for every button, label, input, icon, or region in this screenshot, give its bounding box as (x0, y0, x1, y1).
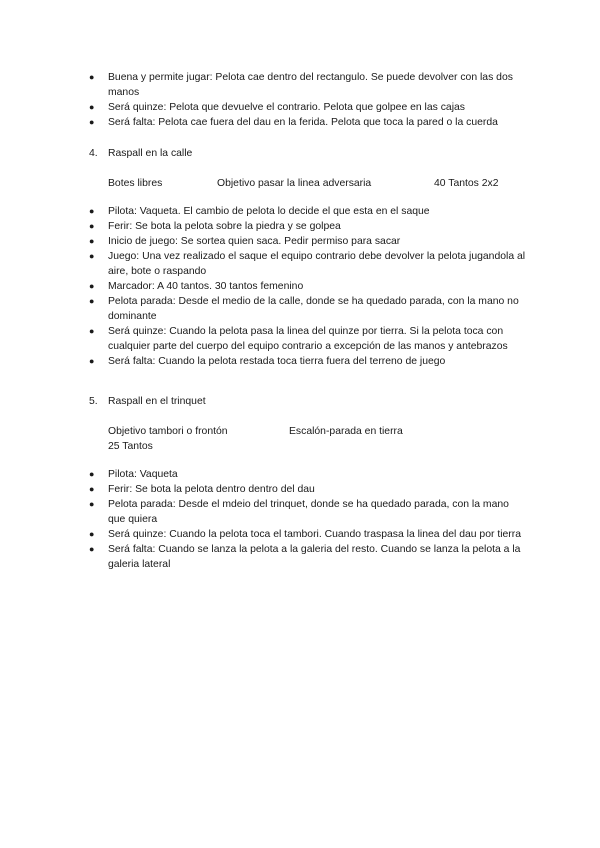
info-tantos: 40 Tantos 2x2 (434, 178, 499, 189)
section-title: Raspall en la calle (108, 148, 193, 159)
list-item: ● Pilota: Vaqueta. El cambio de pelota lo decide el que esta en el saque (89, 206, 430, 217)
list-item: ● Pelota parada: Desde el mdeio del trinquet, donde se ha quedado parada, con la mano que quiera (89, 499, 509, 525)
bullet-icon: ● (89, 251, 95, 261)
bullet-icon: ● (89, 326, 95, 336)
bullet-icon: ● (89, 469, 95, 479)
list-item: ● Pelota parada: Desde el medio de la calle, donde se ha quedado parada, con la mano no dominante (89, 296, 519, 322)
bullet-icon: ● (89, 236, 95, 246)
info-escalon: Escalón-parada en tierra (289, 426, 403, 437)
info-objetivo: Objetivo pasar la linea adversaria (217, 178, 372, 189)
list-item: ● Ferir: Se bota la pelota sobre la piedra y se golpea (89, 221, 341, 232)
bullet-icon: ● (89, 221, 95, 231)
bullet-icon: ● (89, 529, 95, 539)
list-item: ● Juego: Una vez realizado el saque el equipo contrario debe devolver la pelota jugandola al aire, bote o raspando (89, 251, 526, 277)
section-title: Raspall en el trinquet (108, 396, 206, 407)
bullet-list-raspall-trinquet (0, 467, 528, 572)
info-tantos: 25 Tantos (108, 441, 153, 452)
list-item: ● Buena y permite jugar: Pelota cae dentro del rectangulo. Se puede devolver con las dos manos (89, 72, 513, 98)
list-item: ● Será quinze: Cuando la pelota pasa la linea del quinze por tierra. Si la pelota toca con cualquier parte del cuerpo del equipo contrario a excepción de las manos y antebrazos (89, 326, 508, 352)
section-heading-raspall-trinquet (89, 394, 206, 409)
bullet-icon: ● (89, 544, 95, 554)
bullet-icon: ● (89, 102, 95, 112)
section-number: 5. (89, 396, 98, 407)
list-item: ● Será falta: Pelota cae fuera del dau en la ferida. Pelota que toca la pared o la cuerda (89, 117, 498, 128)
bullet-icon: ● (89, 281, 95, 291)
bullet-icon: ● (89, 206, 95, 216)
bullet-icon: ● (89, 117, 95, 127)
list-item: ● Será quinze: Pelota que devuelve el contrario. Pelota que golpee en las cajas (89, 102, 465, 113)
bullet-icon: ● (89, 499, 95, 509)
list-item: ● Será quinze: Cuando la pelota toca el tambori. Cuando traspasa la linea del dau por tierra (89, 529, 521, 540)
info-botes: Botes libres (108, 178, 163, 189)
bullet-icon: ● (89, 296, 95, 306)
list-item: ● Marcador: A 40 tantos. 30 tantos femenino (89, 281, 304, 292)
bullet-icon: ● (89, 484, 95, 494)
bullet-list-raspall-calle (0, 204, 528, 369)
list-item: ● Será falta: Cuando se lanza la pelota a la galeria del resto. Cuando se lanza la pelota a la galeria lateral (89, 544, 521, 570)
list-item: ● Ferir: Se bota la pelota dentro dentro del dau (89, 484, 315, 495)
bullet-list-top (0, 70, 528, 130)
list-item: ● Inicio de juego: Se sortea quien saca. Pedir permiso para sacar (89, 236, 401, 247)
list-item: ● Será falta: Cuando la pelota restada toca tierra fuera del terreno de juego (89, 356, 446, 367)
bullet-icon: ● (89, 356, 95, 366)
info-objetivo: Objetivo tambori o frontón (108, 426, 228, 437)
section-heading-raspall-calle (89, 146, 192, 161)
list-item: ● Pilota: Vaqueta (89, 469, 178, 480)
bullet-icon: ● (89, 72, 95, 82)
section-number: 4. (89, 148, 98, 159)
